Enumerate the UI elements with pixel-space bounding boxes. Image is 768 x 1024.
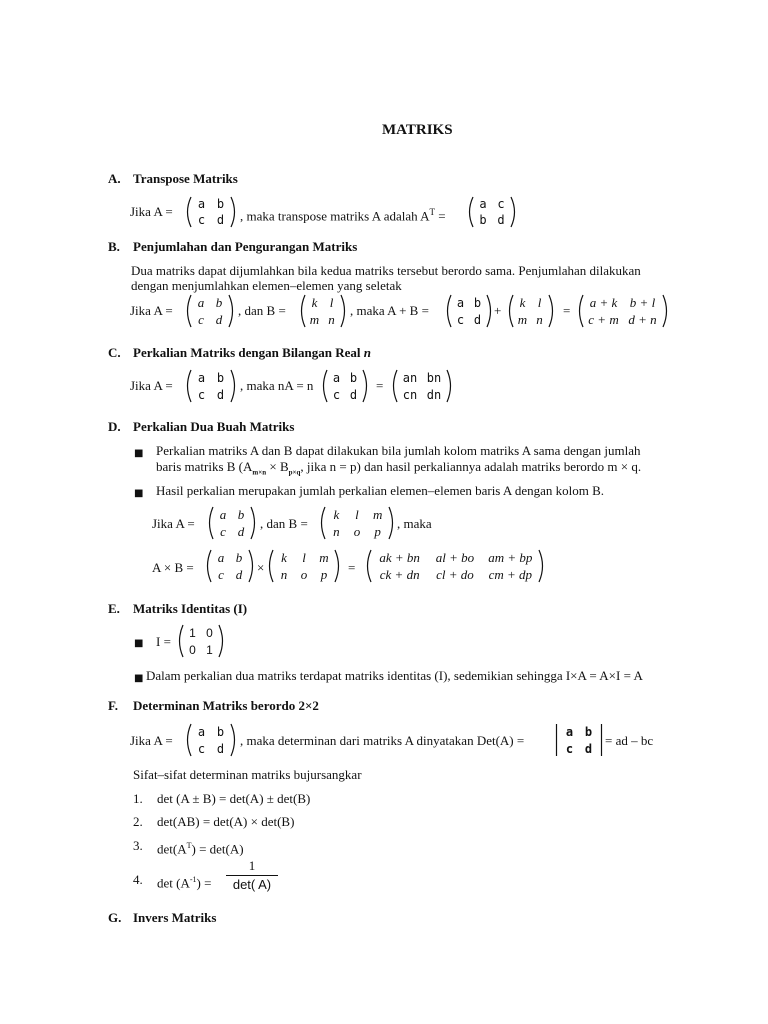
matrix-cell: d — [215, 311, 223, 327]
left-bracket — [302, 295, 306, 327]
sifat-4-num: 4. — [133, 872, 143, 887]
section-e-ieq: I = — [156, 634, 171, 649]
matrix-cell: cl + do — [436, 566, 474, 582]
section-b-heading: Penjumlahan dan Pengurangan Matriks — [133, 239, 358, 254]
matrix-cell: c — [198, 311, 204, 327]
section-d-times: × — [257, 560, 265, 575]
matrix-cell: an — [402, 370, 418, 385]
section-d-danb: , dan B = — [260, 516, 308, 531]
matrix-cell: b + l — [629, 294, 656, 310]
section-a-letter: A. — [108, 171, 121, 186]
matrix-cell: cn — [402, 387, 418, 402]
matrix-cell: d — [216, 387, 225, 402]
section-f-sifat: Sifat–sifat determinan matriks bujursangkar — [133, 767, 362, 782]
section-d-axb: A × B = — [152, 560, 194, 575]
sifat-4-denominator: det( A) — [232, 877, 272, 892]
matrix-body — [298, 294, 348, 328]
section-c-matrix-a2 — [320, 369, 370, 403]
matrix-cell: p — [374, 523, 381, 539]
matrix-cell: n — [333, 523, 340, 539]
section-c-letter: C. — [108, 345, 121, 360]
section-f-determinant — [555, 723, 603, 757]
matrix-cell: p — [320, 566, 328, 582]
matrix-body — [364, 549, 546, 583]
section-g-letter: G. — [108, 910, 122, 925]
matrix-cell: cm + dp — [488, 566, 533, 582]
matrix-cell: m — [309, 311, 320, 327]
matrix-cell: am + bp — [488, 549, 533, 565]
section-d-matrix-result — [364, 549, 546, 583]
section-a-matrix-a — [184, 196, 238, 228]
section-d-heading: Perkalian Dua Buah Matriks — [133, 419, 295, 434]
right-bracket — [231, 197, 235, 227]
section-e-text: Dalam perkalian dua matriks terdapat matriks identitas (I), sedemikian sehingga I×A = A×I = A — [146, 668, 643, 683]
section-e-matrix-identity — [176, 624, 226, 658]
section-b-eq: = — [563, 303, 571, 318]
section-c-eq: = — [376, 378, 384, 393]
section-b-letter: B. — [108, 239, 120, 254]
matrix-cell: al + bo — [435, 549, 475, 565]
section-b-danb: , dan B = — [238, 303, 286, 318]
matrix-cell: a — [456, 295, 465, 310]
sifat-2-num: 2. — [133, 814, 143, 829]
matrix-body — [444, 294, 494, 328]
section-b-plus: + — [494, 303, 502, 318]
section-f-jika: Jika A = — [130, 733, 173, 748]
section-c-maka: , maka nA = n — [240, 378, 314, 393]
section-e-letter: E. — [108, 601, 120, 616]
section-c-matrix-a — [184, 369, 238, 403]
matrix-cell: d + n — [628, 311, 657, 327]
section-b-maka: , maka A + B = — [350, 303, 429, 318]
section-b-jika: Jika A = — [130, 303, 173, 318]
section-g-heading: Invers Matriks — [133, 910, 217, 925]
right-bracket — [549, 295, 553, 327]
matrix-cell: c — [220, 523, 226, 539]
matrix-cell: b — [215, 294, 223, 310]
sifat-1-text: det (A ± B) = det(A) ± det(B) — [157, 791, 311, 806]
matrix-cell: a — [332, 370, 341, 385]
matrix-cell: b — [584, 724, 593, 739]
right-bracket — [487, 295, 491, 327]
sifat-3-num: 3. — [133, 838, 143, 853]
right-bracket — [249, 550, 253, 582]
right-bracket — [389, 507, 393, 539]
matrix-cell: b — [479, 213, 487, 227]
left-bracket — [368, 550, 372, 582]
section-d-bullet-2: Hasil perkalian merupakan jumlah perkalian elemen–elemen baris A dengan kolom B. — [156, 483, 604, 498]
section-b-matrix-b2 — [506, 294, 556, 328]
matrix-cell: n — [536, 311, 543, 327]
matrix-body — [318, 506, 396, 540]
matrix-body — [576, 294, 670, 328]
matrix-cell: n — [328, 311, 335, 327]
section-a-matrix-at — [466, 196, 518, 228]
matrix-cell: ak + bn — [379, 549, 420, 565]
section-d-matrix-a2 — [204, 549, 256, 583]
matrix-cell: a — [565, 724, 574, 739]
left-bracket — [188, 295, 192, 327]
section-d-letter: D. — [108, 419, 121, 434]
left-bracket — [324, 370, 328, 402]
matrix-body — [206, 506, 258, 540]
section-c-jika: Jika A = — [130, 378, 173, 393]
matrix-cell: m — [372, 506, 383, 522]
matrix-body — [555, 723, 603, 757]
left-bracket — [208, 550, 212, 582]
left-bracket — [510, 295, 514, 327]
right-bracket — [231, 724, 235, 756]
section-b-para-1: Dua matriks dapat dijumlahkan bila kedua matriks tersebut berordo sama. Penjumlahan dilakukan — [131, 263, 641, 278]
section-f-result: = ad – bc — [605, 733, 654, 748]
left-bracket — [322, 507, 326, 539]
matrix-cell: o — [300, 566, 308, 582]
matrix-cell: m — [517, 311, 528, 327]
matrix-cell: c — [497, 197, 505, 211]
section-d-bullet-1-line-1: Perkalian matriks A dan B dapat dilakukan bila jumlah kolom matriks A sama dengan jumlah — [156, 443, 641, 458]
right-bracket — [251, 507, 255, 539]
matrix-body — [390, 369, 454, 403]
matrix-cell: d — [216, 213, 225, 227]
right-bracket — [539, 550, 543, 582]
fraction-bar — [226, 875, 278, 876]
right-bracket — [341, 295, 345, 327]
sifat-1-num: 1. — [133, 791, 143, 806]
matrix-cell: c — [218, 566, 224, 582]
bullet-icon: ■ — [134, 448, 144, 459]
section-d-matrix-a — [206, 506, 258, 540]
left-bracket — [188, 197, 192, 227]
left-bracket — [470, 197, 474, 227]
matrix-body — [320, 369, 370, 403]
matrix-cell: a — [197, 197, 206, 211]
matrix-body — [506, 294, 556, 328]
sifat-3-text: $\det(A^T) = \det(A)$ — [157, 841, 244, 857]
matrix-cell: n — [280, 566, 288, 582]
matrix-cell: k — [333, 506, 340, 522]
matrix-cell: a — [479, 197, 487, 211]
matrix-body — [184, 369, 238, 403]
matrix-cell: k — [519, 294, 526, 310]
section-b-matrix-a — [184, 294, 236, 328]
right-bracket — [363, 370, 367, 402]
section-d-jika: Jika A = — [152, 516, 195, 531]
matrix-cell: b — [349, 370, 358, 385]
section-f-text: , maka determinan dari matriks A dinyatakan Det(A) = — [240, 733, 525, 748]
left-bracket — [270, 550, 274, 582]
matrix-cell: l — [355, 506, 359, 522]
matrix-cell: l — [537, 294, 542, 310]
matrix-cell: a + k — [589, 294, 618, 310]
page-title: MATRIKS — [382, 122, 453, 138]
matrix-cell: 1 — [206, 642, 213, 657]
matrix-cell: c — [332, 387, 341, 402]
matrix-cell: c — [197, 387, 206, 402]
left-bracket — [180, 625, 184, 657]
matrix-cell: b — [235, 549, 243, 565]
sifat-4-text: $\det (A^{-1})$ = — [157, 875, 212, 891]
matrix-cell: b — [216, 724, 225, 739]
right-bracket — [335, 550, 339, 582]
matrix-cell: c + m — [588, 311, 619, 327]
section-d-eq: = — [348, 560, 356, 575]
sifat-4-numerator: 1 — [248, 858, 256, 873]
matrix-cell: ck + dn — [379, 566, 420, 582]
right-bracket — [231, 370, 235, 402]
right-bracket — [663, 295, 667, 327]
matrix-cell: l — [302, 549, 306, 565]
matrix-cell: c — [456, 312, 465, 327]
section-e-heading: Matriks Identitas (I) — [133, 601, 248, 616]
right-bracket — [219, 625, 223, 657]
right-bracket — [511, 197, 515, 227]
section-d-matrix-b — [318, 506, 396, 540]
section-b-matrix-a2 — [444, 294, 494, 328]
right-bracket — [229, 295, 233, 327]
left-bracket — [394, 370, 398, 402]
matrix-cell: dn — [426, 387, 442, 402]
matrix-cell: d — [216, 741, 225, 756]
matrix-cell: c — [565, 741, 574, 756]
matrix-cell: a — [217, 549, 225, 565]
matrix-cell: m — [319, 549, 329, 565]
matrix-cell: k — [311, 294, 318, 310]
matrix-cell: c — [197, 213, 206, 227]
matrix-cell: 1 — [189, 625, 196, 640]
matrix-cell: c — [197, 741, 206, 756]
left-bracket — [210, 507, 214, 539]
section-b-matrix-b — [298, 294, 348, 328]
section-d-bullet-1-line-2: baris matriks B ($A_{m\times n} \times B_{p\times q}$, jika n = p) dan hasil perkaliannya adalah matriks berordo m × q. — [156, 459, 642, 477]
matrix-cell: a — [197, 294, 205, 310]
matrix-cell: d — [349, 387, 358, 402]
matrix-body — [184, 294, 236, 328]
bullet-icon: ■ — [134, 488, 144, 499]
matrix-cell: b — [216, 197, 225, 211]
matrix-cell: k — [281, 549, 287, 565]
matrix-body — [266, 549, 342, 583]
section-f-letter: F. — [108, 698, 118, 713]
matrix-cell: d — [237, 523, 245, 539]
matrix-cell: b — [473, 295, 482, 310]
section-c-heading: Perkalian Matriks dengan Bilangan Real n — [133, 345, 372, 360]
section-d-matrix-b2 — [266, 549, 342, 583]
matrix-body — [176, 624, 226, 658]
sifat-2-text: det(AB) = det(A) × det(B) — [157, 814, 295, 829]
left-bracket — [448, 295, 452, 327]
section-f-heading: Determinan Matriks berordo 2×2 — [133, 698, 319, 713]
matrix-cell: bn — [426, 370, 442, 385]
matrix-body — [184, 196, 238, 228]
matrix-cell: b — [216, 370, 225, 385]
matrix-cell: a — [197, 370, 206, 385]
section-c-matrix-result — [390, 369, 454, 403]
section-b-matrix-result — [576, 294, 670, 328]
matrix-cell: d — [497, 213, 505, 227]
section-a-jika: Jika A = — [130, 204, 173, 219]
matrix-cell: d — [584, 741, 593, 756]
section-a-heading: Transpose Matriks — [133, 171, 238, 186]
section-d-maka: , maka — [397, 516, 432, 531]
matrix-cell: a — [219, 506, 227, 522]
matrix-body — [466, 196, 518, 228]
left-bracket — [188, 370, 192, 402]
right-bracket — [447, 370, 451, 402]
matrix-body — [184, 723, 238, 757]
matrix-cell: 0 — [189, 642, 196, 657]
bullet-icon: ■ — [134, 673, 144, 684]
matrix-body — [204, 549, 256, 583]
left-bracket — [580, 295, 584, 327]
matrix-cell: a — [197, 724, 206, 739]
section-a-text: , maka transpose matriks A adalah $A^T$ = — [240, 207, 446, 224]
matrix-cell: d — [473, 312, 482, 327]
bullet-icon: ■ — [134, 638, 144, 649]
section-f-matrix-a — [184, 723, 238, 757]
section-b-para-2: dengan menjumlahkan elemen–elemen yang seletak — [131, 278, 402, 293]
matrix-cell: 0 — [206, 625, 213, 640]
left-bracket — [188, 724, 192, 756]
matrix-cell: o — [353, 523, 361, 539]
matrix-cell: b — [237, 506, 245, 522]
matrix-cell: l — [329, 294, 334, 310]
matrix-cell: d — [235, 566, 243, 582]
